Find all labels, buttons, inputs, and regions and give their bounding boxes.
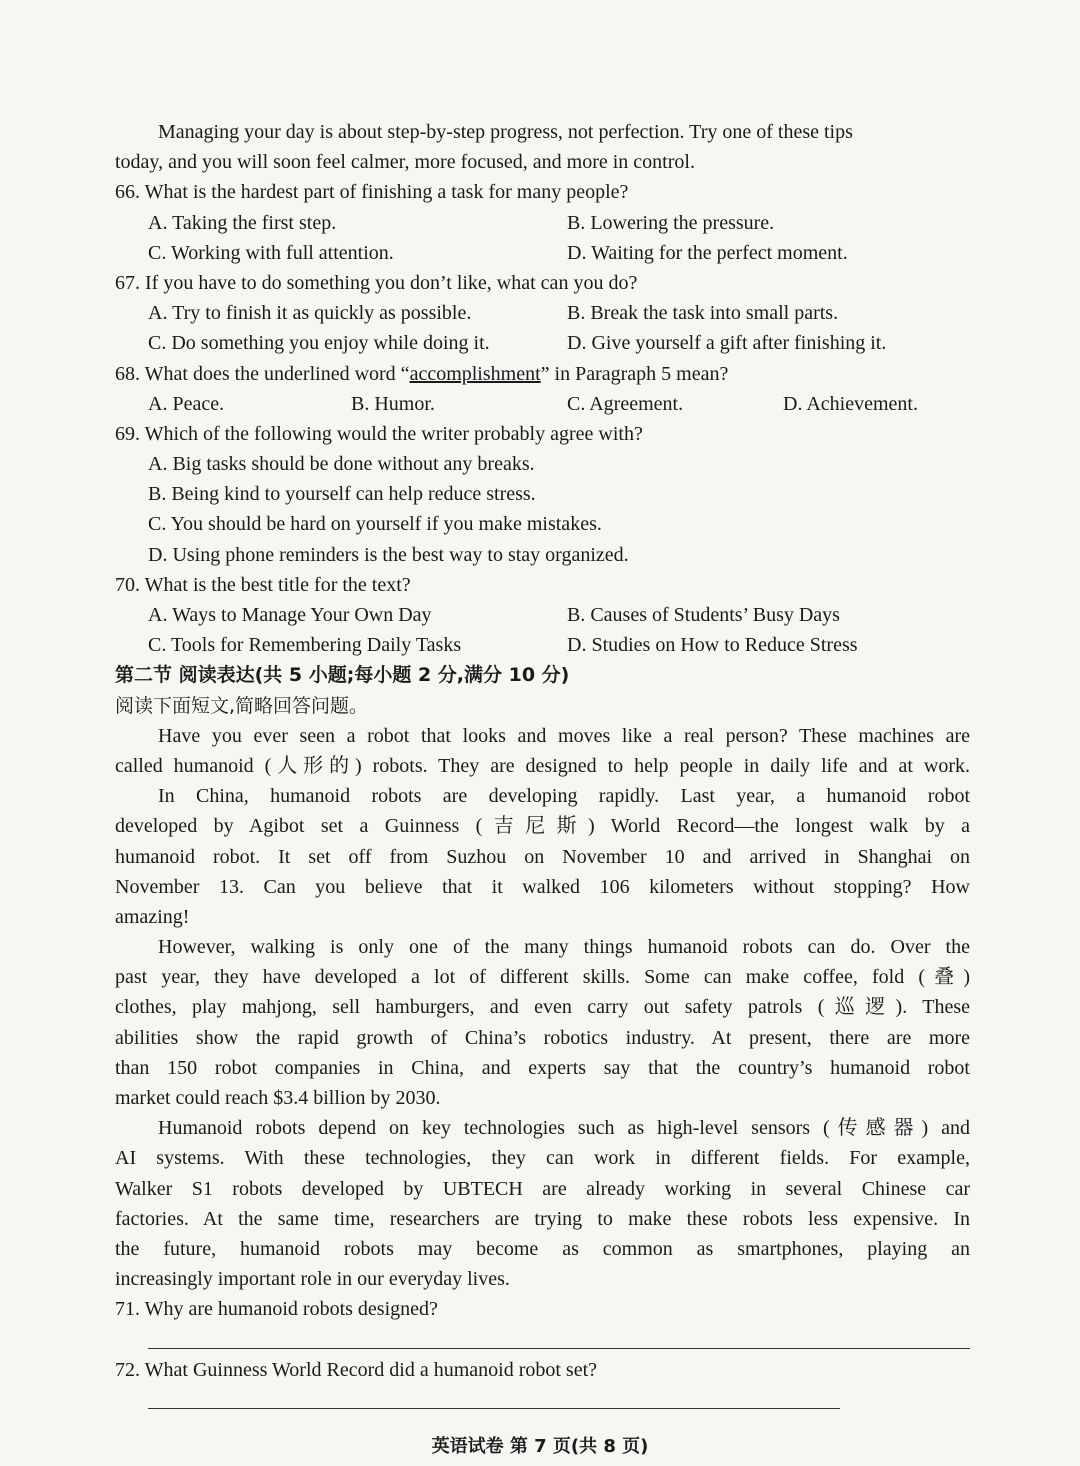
q68-question-post: ” in Paragraph 5 mean?: [540, 362, 729, 385]
exam-page: [115, 117, 970, 1415]
q68-option-d: D. Achievement.: [783, 392, 918, 415]
q70-options-row-2: [115, 630, 970, 660]
intro-line-2: today, and you will soon feel calmer, more focused, and more in control.: [115, 151, 695, 174]
passage-line-2: called humanoid (人形的) robots. They are designed to help people in daily life and at work.: [115, 754, 970, 777]
q68-option-a: A. Peace.: [148, 392, 225, 415]
intro-line-1: Managing your day is about step-by-step progress, not perfection. Try one of these tips: [158, 121, 853, 143]
passage-line-8: However, walking is only one of the many things humanoid robots can do. Over the: [158, 936, 970, 959]
question-67: 67. If you have to do something you don’t like, what can you do?: [115, 271, 638, 294]
q66-option-b: B. Lowering the pressure.: [567, 211, 775, 234]
q68-option-c: C. Agreement.: [567, 392, 684, 415]
q69-option-a: A. Big tasks should be done without any breaks.: [148, 453, 535, 476]
q66-options-row-2: [115, 238, 970, 268]
q68-option-b: B. Humor.: [351, 392, 435, 415]
question-68: [115, 359, 970, 389]
q71-answer-line[interactable]: [115, 1325, 970, 1355]
q69-option-c: C. You should be hard on yourself if you make mistakes.: [148, 513, 602, 536]
passage-line-15: AI systems. With these technologies, they can work in different fields. For example,: [115, 1147, 970, 1170]
q68-question-pre: 68. What does the underlined word “: [115, 362, 410, 385]
page-footer: 英语试卷 第 7 页(共 8 页): [431, 1436, 649, 1457]
section-2-title: 第二节 阅读表达(共 5 小题;每小题 2 分,满分 10 分): [115, 664, 570, 687]
passage-line-18: the future, humanoid robots may become as common as smartphones, playing an: [115, 1237, 970, 1260]
q70-option-d: D. Studies on How to Reduce Stress: [567, 634, 858, 657]
q69-option-b: B. Being kind to yourself can help reduce stress.: [148, 483, 536, 506]
q66-option-c: C. Working with full attention.: [148, 241, 394, 264]
passage-line-6: November 13. Can you believe that it walked 106 kilometers without stopping? How: [115, 875, 970, 898]
q70-option-b: B. Causes of Students’ Busy Days: [567, 604, 840, 626]
passage-line-10: clothes, play mahjong, sell hamburgers, and even carry out safety patrols (巡逻). These: [115, 996, 970, 1019]
q67-option-a: A. Try to finish it as quickly as possible.: [148, 302, 472, 325]
q67-option-d: D. Give yourself a gift after finishing it.: [567, 332, 887, 355]
q67-option-c: C. Do something you enjoy while doing it.: [148, 332, 490, 355]
question-70: 70. What is the best title for the text?: [115, 573, 411, 596]
q72-answer-line[interactable]: [115, 1385, 970, 1415]
q70-option-c: C. Tools for Remembering Daily Tasks: [148, 634, 462, 657]
passage-line-11: abilities show the rapid growth of China’s robotics industry. At present, there are more: [115, 1026, 970, 1049]
passage-line-16: Walker S1 robots developed by UBTECH are already working in several Chinese car: [115, 1177, 970, 1200]
passage-line-17: factories. At the same time, researchers are trying to make these robots less expensive. In: [115, 1207, 970, 1230]
section-2-instruction: 阅读下面短文,简略回答问题。: [115, 694, 369, 717]
passage-line-3: In China, humanoid robots are developing rapidly. Last year, a humanoid robot: [158, 785, 970, 808]
passage-line-5: humanoid robot. It set off from Suzhou on November 10 and arrived in Shanghai on: [115, 845, 970, 868]
q70-option-a: A. Ways to Manage Your Own Day: [148, 604, 432, 626]
passage-line-4: developed by Agibot set a Guinness (吉尼斯) World Record—the longest walk by a: [115, 815, 970, 838]
q67-option-b: B. Break the task into small parts.: [567, 302, 839, 325]
q67-options-row-2: [115, 328, 970, 358]
question-72: 72. What Guinness World Record did a humanoid robot set?: [115, 1358, 598, 1381]
passage-line-12: than 150 robot companies in China, and experts say that the country’s humanoid robot: [115, 1056, 970, 1079]
q70-options-row-1: [115, 600, 970, 630]
passage-line-9: past year, they have developed a lot of different skills. Some can make coffee, fold (叠): [115, 966, 970, 989]
q66-option-d: D. Waiting for the perfect moment.: [567, 241, 848, 264]
q69-option-d: D. Using phone reminders is the best way to stay organized.: [148, 543, 629, 566]
q66-option-a: A. Taking the first step.: [148, 211, 337, 234]
passage-line-13: market could reach $3.4 billion by 2030.: [115, 1087, 441, 1109]
passage-line-19: increasingly important role in our everyday lives.: [115, 1268, 510, 1291]
passage-line-14: Humanoid robots depend on key technologies such as high-level sensors (传感器) and: [158, 1117, 970, 1140]
q68-underlined-word: accomplishment: [409, 362, 541, 385]
passage-line-7: amazing!: [115, 905, 190, 928]
q67-options-row-1: [115, 298, 970, 328]
q68-options-row: [115, 389, 970, 419]
question-69: 69. Which of the following would the writer probably agree with?: [115, 422, 643, 445]
question-66: 66. What is the hardest part of finishing a task for many people?: [115, 181, 629, 204]
question-71: 71. Why are humanoid robots designed?: [115, 1298, 438, 1321]
passage-line-1: Have you ever seen a robot that looks and moves like a real person? These machines are: [158, 724, 970, 747]
q66-options-row-1: [115, 208, 970, 238]
